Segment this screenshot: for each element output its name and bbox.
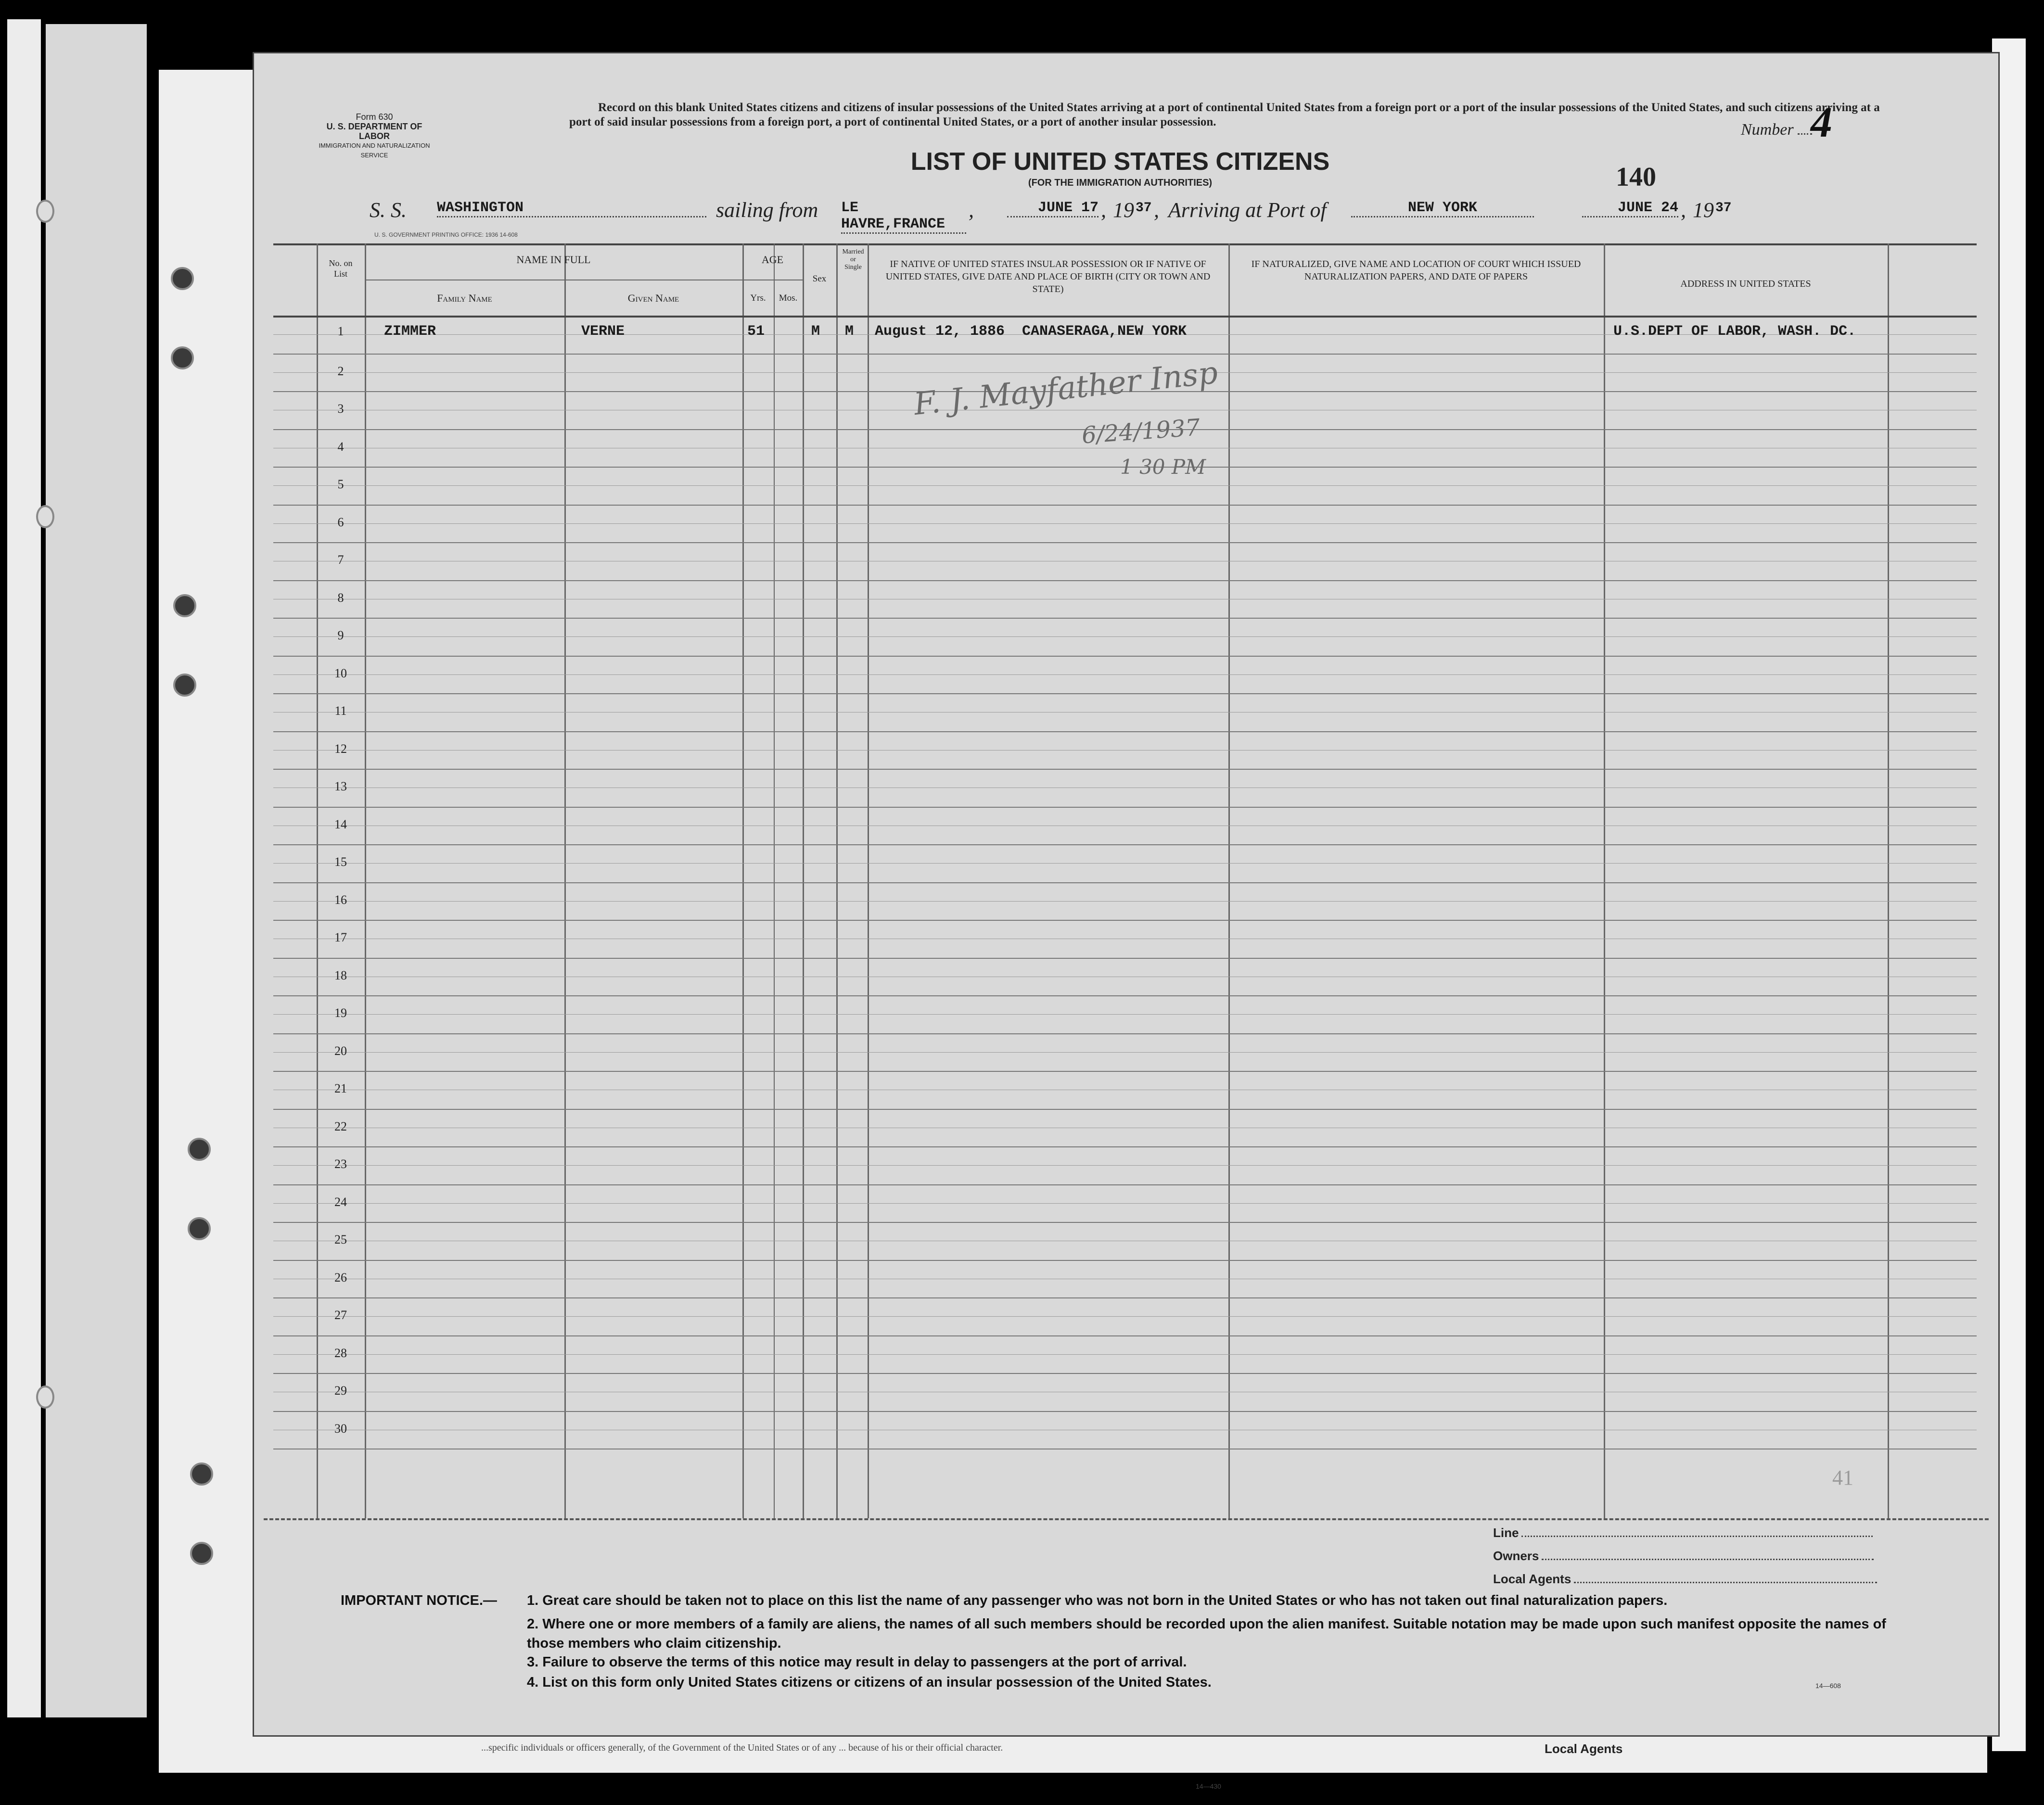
departure-year-prefix: 19 bbox=[1113, 198, 1134, 222]
departure-year: 37 bbox=[1136, 201, 1152, 216]
important-notice-heading: IMPORTANT NOTICE.— bbox=[341, 1593, 497, 1608]
row-number: 6 bbox=[337, 515, 344, 529]
binder-hole bbox=[36, 200, 54, 223]
table-row bbox=[273, 1033, 1977, 1071]
form-subtitle: (FOR THE IMMIGRATION AUTHORITIES) bbox=[1028, 178, 1213, 188]
underlying-form-text: ...specific individuals or officers generally, of the Government of the United States or of any ... because of his or their official character. bbox=[481, 1742, 1003, 1753]
table-row bbox=[273, 958, 1977, 996]
table-row bbox=[273, 1109, 1977, 1147]
inspector-signature: F. J. Mayfather Insp bbox=[912, 355, 1220, 422]
ss-label: S. S. bbox=[370, 198, 407, 222]
table-row bbox=[273, 807, 1977, 845]
row-number: 27 bbox=[334, 1308, 347, 1322]
form-title: LIST OF UNITED STATES CITIZENS bbox=[910, 148, 1330, 176]
table-row bbox=[273, 844, 1977, 882]
table-row bbox=[273, 1297, 1977, 1335]
local-agents-label: Local Agents bbox=[1493, 1572, 1571, 1586]
row-number: 18 bbox=[334, 968, 347, 982]
notice-4: 4. List on this form only United States citizens or citizens of an insular possession of the United States. bbox=[527, 1675, 1212, 1690]
marital-status-cell: M bbox=[845, 323, 854, 340]
list-number-handwritten: 4 bbox=[1811, 99, 1832, 146]
department-label: U. S. DEPARTMENT OF LABOR bbox=[326, 122, 422, 141]
binder-page-left-2 bbox=[46, 24, 147, 1717]
binder-hole bbox=[173, 594, 196, 617]
departure-date: JUNE 17 bbox=[1007, 200, 1099, 217]
row-number: 14 bbox=[334, 817, 347, 831]
arriving-label: Arriving at Port of bbox=[1168, 198, 1327, 222]
col-sex: Sex bbox=[812, 274, 827, 284]
notice-3: 3. Failure to observe the terms of this notice may result in delay to passengers at the port of arrival. bbox=[527, 1654, 1187, 1670]
printing-office-note: U. S. GOVERNMENT PRINTING OFFICE: 1936 14-608 bbox=[374, 231, 518, 238]
age-years-cell: 51 bbox=[747, 323, 765, 340]
table-row bbox=[273, 1411, 1977, 1449]
col-naturalization: IF NATURALIZED, GIVE NAME AND LOCATION OF COURT WHICH ISSUED NATURALIZATION PAPERS, AND DATE OF PAPERS bbox=[1251, 259, 1581, 282]
owners-label: Owners bbox=[1493, 1549, 1539, 1563]
row-number: 20 bbox=[334, 1043, 347, 1058]
table-row bbox=[273, 1071, 1977, 1109]
col-family-name: Family Name bbox=[437, 292, 492, 304]
pencil-note: 41 bbox=[1832, 1466, 1853, 1489]
row-number: 13 bbox=[334, 779, 347, 793]
inspection-date: 6/24/1937 bbox=[1081, 414, 1201, 449]
col-place-of-birth: IF NATIVE OF UNITED STATES INSULAR POSSESSION OR IF NATIVE OF UNITED STATES, GIVE DATE AND PLACE OF BIRTH (CITY OR TOWN AND STATE) bbox=[885, 259, 1211, 294]
row-number: 7 bbox=[337, 553, 344, 567]
arrival-date: JUNE 24 bbox=[1582, 200, 1678, 217]
table-row bbox=[273, 580, 1977, 618]
col-name-in-full: NAME IN FULL bbox=[516, 254, 591, 266]
row-number: 26 bbox=[334, 1270, 347, 1284]
sex-cell: M bbox=[811, 323, 820, 340]
col-age-years: Yrs. bbox=[750, 293, 766, 303]
table-row bbox=[273, 618, 1977, 656]
table-row bbox=[273, 542, 1977, 580]
line-label: Line bbox=[1493, 1525, 1519, 1540]
binder-hole bbox=[173, 674, 196, 697]
col-age-months: Mos. bbox=[779, 293, 798, 303]
instructions-text: Record on this blank United States citizens and citizens of insular possessions of the United States arriving at a port of continental United States from a foreign port or a port of the insular possessions of the United States, and such citizens arriving at a port of said insular possessions from a foreign port, a port of continental United States, or a port of another insular possession. bbox=[569, 101, 1880, 128]
table-row bbox=[273, 1373, 1977, 1411]
table-row bbox=[273, 656, 1977, 694]
birth-cell: August 12, 1886 CANASERAGA,NEW YORK bbox=[875, 323, 1187, 340]
table-row bbox=[273, 1184, 1977, 1222]
inspection-time: 1 30 PM bbox=[1120, 455, 1206, 479]
departure-port: LE HAVRE,FRANCE bbox=[841, 200, 966, 234]
row-number: 30 bbox=[334, 1421, 347, 1436]
underlying-form-code: 14—430 bbox=[1196, 1782, 1221, 1790]
row-number: 4 bbox=[337, 439, 344, 454]
col-age: AGE bbox=[761, 254, 784, 266]
row-number: 24 bbox=[334, 1195, 347, 1209]
table-row bbox=[273, 882, 1977, 920]
col-given-name: Given Name bbox=[627, 292, 679, 304]
sailing-from-label: sailing from bbox=[716, 198, 818, 222]
row-number: 29 bbox=[334, 1384, 347, 1398]
binder-hole bbox=[188, 1217, 211, 1240]
row-number: 1 bbox=[337, 324, 344, 338]
address-cell: U.S.DEPT OF LABOR, WASH. DC. bbox=[1613, 323, 1856, 340]
binder-hole bbox=[190, 1542, 213, 1565]
notice-2: 2. Where one or more members of a family are aliens, the names of all such members should be recorded upon the alien manifest. Suitable notation may be made upon such manifest opposite the names of those members who claim citizenship. bbox=[527, 1616, 1886, 1651]
row-number: 10 bbox=[334, 666, 347, 680]
table-row bbox=[273, 505, 1977, 543]
given-name-cell: VERNE bbox=[581, 323, 625, 340]
col-address: ADDRESS IN UNITED STATES bbox=[1680, 279, 1811, 289]
row-number: 21 bbox=[334, 1081, 347, 1095]
row-number: 15 bbox=[334, 855, 347, 869]
ship-line: S. S. WASHINGTON sailing from LE HAVRE,FRANCE , JUNE 17 , 19 37 , Arriving at Port of NEW YORK JUNE 24 , 19 37 bbox=[370, 198, 1957, 227]
citizens-list-form bbox=[253, 52, 2000, 1737]
service-label: IMMIGRATION AND NATURALIZATION SERVICE bbox=[319, 142, 430, 159]
table-row bbox=[273, 995, 1977, 1033]
row-number: 5 bbox=[337, 477, 344, 491]
table-row bbox=[273, 1146, 1977, 1184]
arrival-year: 37 bbox=[1715, 201, 1732, 216]
table-row bbox=[273, 1335, 1977, 1373]
row-number: 23 bbox=[334, 1157, 347, 1171]
ship-name: WASHINGTON bbox=[437, 200, 706, 217]
row-number: 22 bbox=[334, 1119, 347, 1133]
arrival-year-prefix: 19 bbox=[1693, 198, 1714, 222]
table-row bbox=[273, 731, 1977, 769]
row-number: 11 bbox=[334, 704, 347, 718]
row-number: 2 bbox=[337, 364, 344, 378]
col-no-on-list: No. on List bbox=[329, 258, 353, 279]
row-number: 25 bbox=[334, 1233, 347, 1246]
family-name-cell: ZIMMER bbox=[384, 323, 436, 340]
table-row bbox=[273, 1260, 1977, 1298]
table-row bbox=[273, 693, 1977, 731]
table-row bbox=[273, 769, 1977, 807]
table-row bbox=[273, 1222, 1977, 1260]
row-number: 12 bbox=[334, 741, 347, 756]
col-married-or-single: Married or Single bbox=[842, 248, 864, 271]
form-code: 14—608 bbox=[1815, 1682, 1841, 1690]
binder-hole bbox=[171, 346, 194, 369]
table-row bbox=[273, 316, 1977, 354]
binder-hole bbox=[190, 1462, 213, 1486]
binder-page-left-1 bbox=[7, 19, 41, 1717]
row-number: 19 bbox=[334, 1006, 347, 1020]
row-number: 3 bbox=[337, 402, 344, 416]
row-number: 17 bbox=[334, 930, 347, 944]
notice-1: 1. Great care should be taken not to place on this list the name of any passenger who was not born in the United States or who has not taken out final naturalization papers. bbox=[527, 1593, 1668, 1608]
binder-hole bbox=[36, 505, 54, 528]
binder-hole bbox=[188, 1138, 211, 1161]
binder-hole bbox=[171, 267, 194, 290]
number-label: Number bbox=[1741, 121, 1794, 139]
row-number: 28 bbox=[334, 1346, 347, 1360]
row-number: 16 bbox=[334, 892, 347, 907]
underlying-local-agents: Local Agents bbox=[1545, 1741, 1623, 1756]
binder-hole bbox=[36, 1386, 54, 1409]
form-number: Form 630 bbox=[356, 112, 393, 122]
arrival-port: NEW YORK bbox=[1351, 200, 1534, 217]
row-number: 8 bbox=[337, 590, 344, 605]
row-number: 9 bbox=[337, 628, 344, 642]
page-number-stamp: 140 bbox=[1616, 162, 1656, 192]
table-row bbox=[273, 920, 1977, 958]
